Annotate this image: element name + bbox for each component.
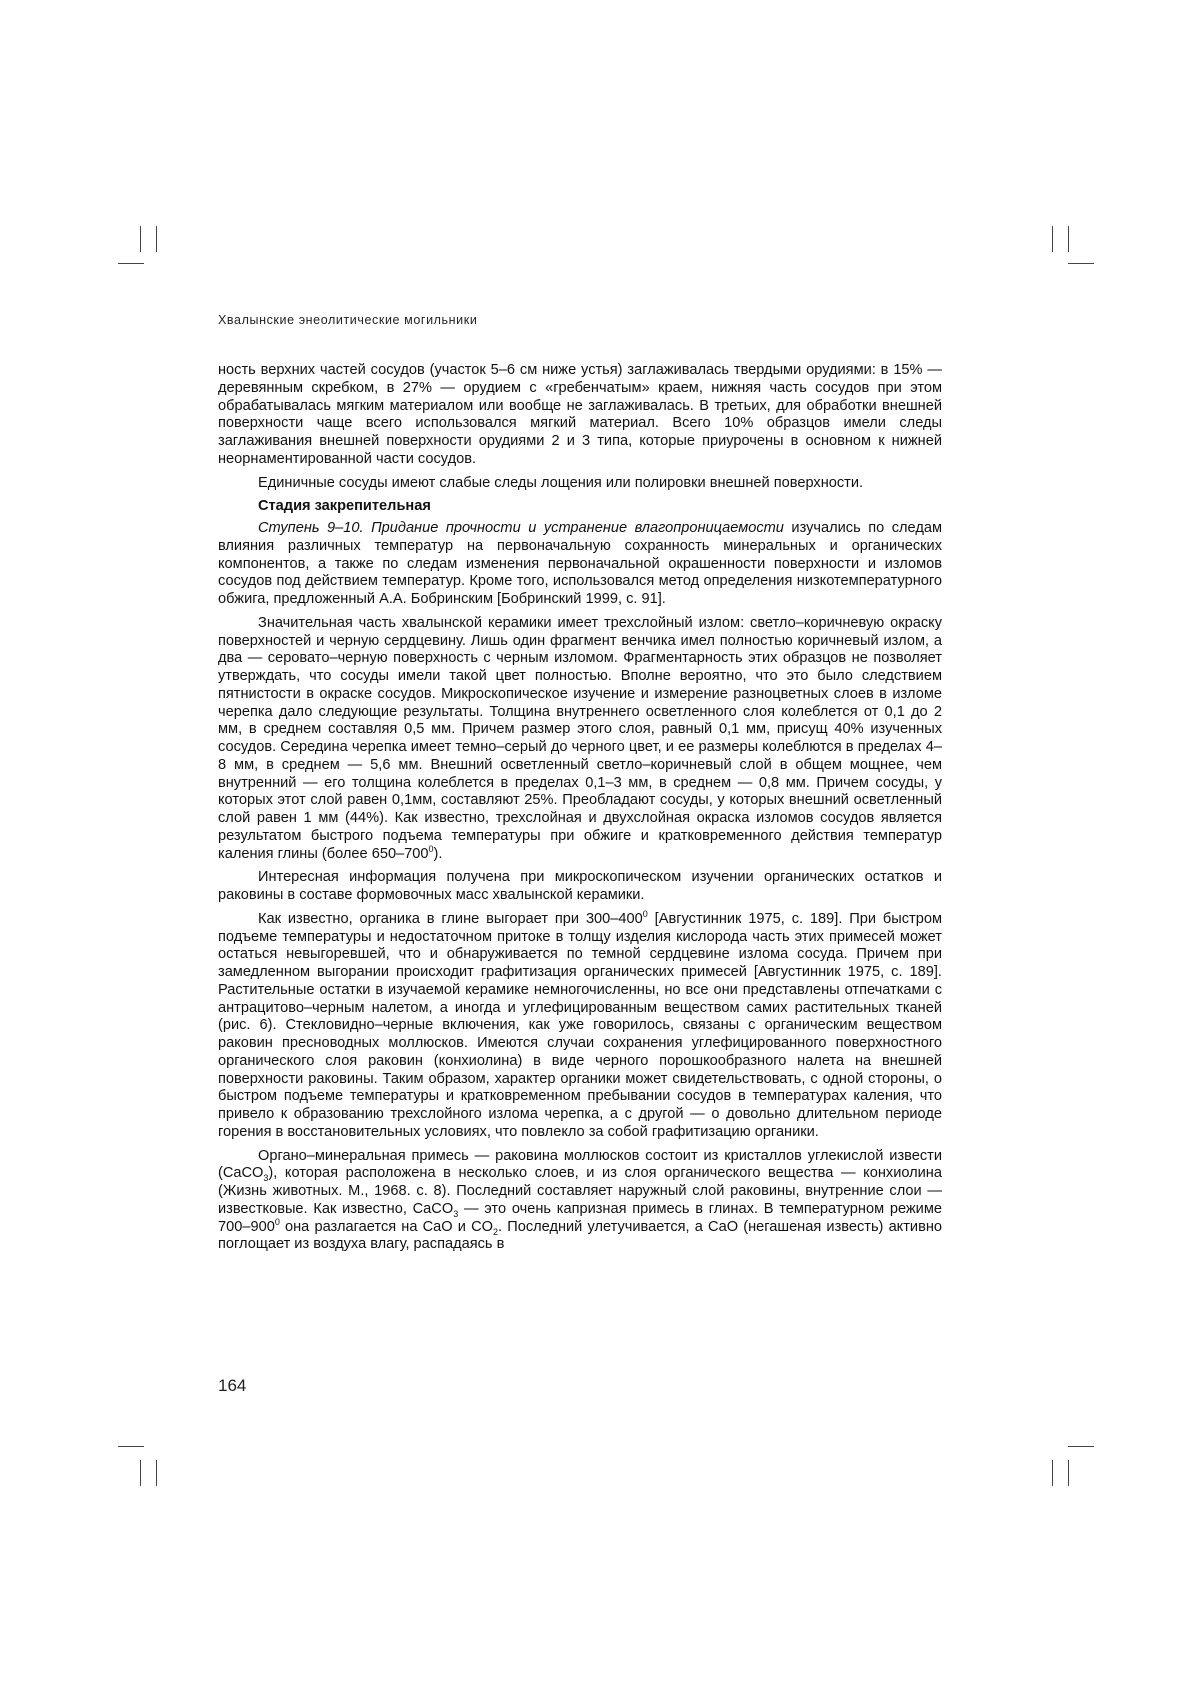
crop-mark: [140, 226, 141, 252]
subscript: 3: [453, 1208, 459, 1219]
paragraph-text: ), которая расположена в несколько слоев, и из слоя органического вещества — конхиолина (Жизнь животных. М., 1968. с. 8). Последний составляет наружный слой раковины, внутренние слои — известковые. Как известно, CaCO: [218, 1165, 942, 1217]
paragraph: Единичные сосуды имеют слабые следы лощения или полировки внешней поверхности.: [258, 474, 864, 491]
running-head: Хвалынские энеолитические могильники: [218, 313, 478, 327]
paragraph-text: изучались по следам влияния различных температур на первоначальную сохранность минеральных и органических компонентов, а также по следам изменения первоначальной окрашенности поверхности и изломов сосудов под действием температур. Кроме того, использовался метод определения низкотемпературного обжига, предложенный А.А. Бобринским [Бобринский 1999, с. 91].: [218, 520, 942, 607]
body-text: [218, 362, 942, 1260]
section-heading: Стадия закрепительная: [258, 498, 431, 515]
degree-sup: 0: [428, 843, 434, 854]
crop-mark: [1052, 226, 1053, 252]
crop-mark: [156, 1460, 157, 1486]
paragraph-text: она разлагается на CaO и CO: [279, 1218, 493, 1235]
crop-mark: [1068, 1446, 1094, 1447]
paragraph-text: [Августинник 1975, с. 189]. При быстром подъеме температуры и недостаточном притоке в толщу изделия кислорода часть этих примесей может остаться невыгоревшей, что и обнаруживается по темной сердцевине излома сосуда. Причем при замедленном выгорании происходит графитизация органических примесей [Августинник 1975, с. 189]. Растительные остатки в изучаемой керамике немногочисленны, но все они представлены отпечатками с антрацитово–черным налетом, а иногда и углефицированным веществом самих растительных тканей (рис. 6). Стекловидно–черные включения, как уже говорилось, связаны с органическим веществом раковин пресноводных моллюсков. Имеются случаи сохранения углефицированного поверхностного органического слоя раковин (конхиолина) в виде черного порошкообразного налета на внешней поверхности раковины. Таким образом, характер органики может свидетельствовать, с одной стороны, о быстром подъеме температуры и кратковременном пребывании сосудов в температурах каления, что привело к образованию трехслойного излома черепка, а с другой — о довольно длительном периоде горения в восстановительных условиях, что повлекло за собой графитизацию органики.: [218, 910, 942, 1140]
crop-mark: [118, 263, 144, 264]
subscript: 2: [493, 1226, 499, 1237]
degree-sup: 0: [274, 1216, 280, 1227]
paragraph-text: Органо–минеральная примесь — раковина моллюсков состоит из кристаллов углекислой извести (CaCO: [218, 1147, 942, 1182]
paragraph-text: . Последний улетучивается, а CaO (негашеная известь) активно поглощает из воздуха влагу, распадаясь в: [218, 1218, 942, 1253]
degree-sup: 0: [642, 908, 648, 919]
page-number: 164: [218, 1376, 247, 1395]
italic-lead: Ступень 9–10. Придание прочности и устранение влагопроницаемости: [258, 520, 784, 536]
paragraph-text: — это очень капризная примесь в глинах. В температурном режиме 700–900: [218, 1200, 942, 1235]
paragraph: ность верхних частей сосудов (участок 5–6 см ниже устья) заглаживалась твердыми орудиями: в 15% — деревянным скребком, в 27% — орудием с «гребенчатым» краем, нижняя часть сосудов при этом обрабатывалась мягким материалом или вообще не заглаживалась. В третьих, для обработки внешней поверхности чаще всего использовался мягкий материал. Всего 10% образцов имели следы заглаживания внешней поверхности орудиями 2 и 3 типа, которые приурочены в основном к нижней неорнаментированной части сосудов.: [218, 362, 942, 467]
paragraph: Интересная информация получена при микроскопическом изучении органических остатков и раковины в составе формовочных масс хвалынской керамики.: [218, 869, 942, 903]
paragraph-text: Как известно, органика в глине выгорает при 300–400: [258, 910, 643, 927]
crop-mark: [1052, 1460, 1053, 1486]
crop-mark: [156, 226, 157, 252]
paragraph: [218, 908, 942, 1142]
paragraph-text: ).: [433, 845, 443, 862]
crop-mark: [1068, 1460, 1069, 1486]
paragraph: [218, 520, 942, 609]
crop-mark: [118, 1446, 144, 1447]
paragraph-text: Значительная часть хвалынской керамики имеет трехслойный излом: светло–коричневую окраску поверхностей и черную сердцевину. Лишь один фрагмент венчика имел полностью коричневый излом, а два — серовато–черную поверхность с черным изломом. Фрагментарность этих образцов не позволяет утверждать, что сосуды имели такой цвет полностью. Вполне вероятно, что это было следствием пятнистости в окраске сосудов. Микроскопическое изучение и измерение разноцветных слоев в изломе черепка дало следующие результаты. Толщина внутреннего осветленного слоя колеблется от 0,1 до 2 мм, в среднем составляя 0,5 мм. Причем размер этого слоя, равный 0,1 мм, присущ 40% изученных сосудов. Середина черепка имеет темно–серый до черного цвет, и ее размеры колеблются в пределах 4–8 мм, в среднем — 5,6 мм. Внешний осветленный светло–коричневый слой в общем мощнее, чем внутренний — его толщина колеблется в пределах 0,1–3 мм, в среднем — 0,8 мм. Причем сосуды, у которых этот слой равен 0,1мм, составляют 25%. Преобладают сосуды, у которых внешний осветленный слой равен 1 мм (44%). Как известно, трехслойная и двухслойная окраска изломов сосудов является результатом быстрого подъема температуры при обжиге и кратковременного действия температур каления глины (более 650–700: [218, 614, 942, 862]
crop-mark: [140, 1460, 141, 1486]
crop-mark: [1068, 263, 1094, 264]
paragraph: [218, 1148, 942, 1255]
crop-mark: [1068, 226, 1069, 252]
subscript: 3: [263, 1173, 269, 1184]
paragraph: [218, 615, 942, 864]
